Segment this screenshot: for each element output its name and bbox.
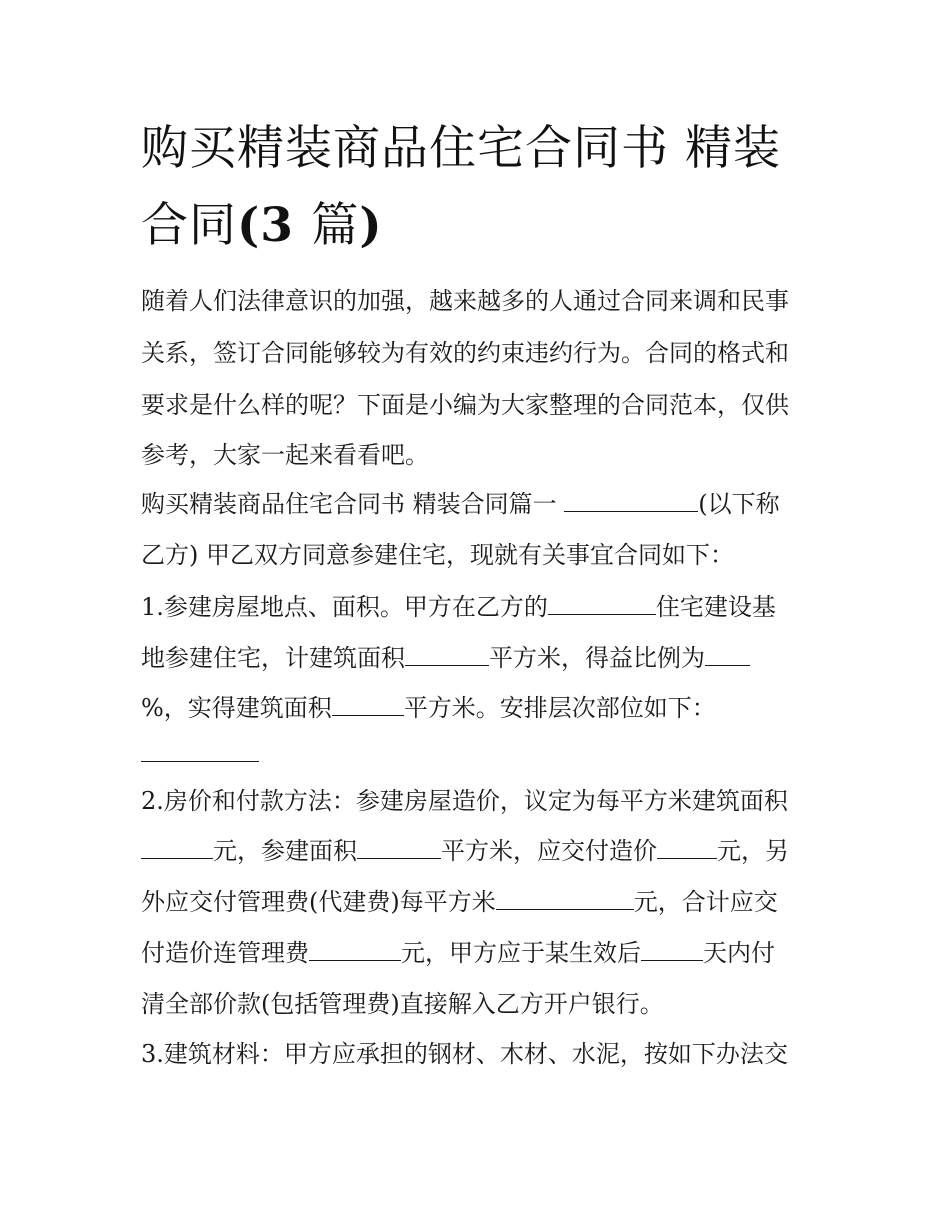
text-segment: 平方米，得益比例为: [489, 644, 705, 672]
fill-in-blank: [332, 695, 404, 716]
text-segment: 平方米，应交付造价: [441, 837, 657, 865]
text-segment: (以下称: [698, 490, 780, 518]
document-title: [141, 110, 821, 264]
text-segment: 天内付: [703, 939, 775, 967]
text-segment: 元，甲方应于某生效后: [401, 939, 641, 967]
fill-in-blank: [548, 594, 656, 615]
title-line-2: [141, 187, 821, 264]
text-segment: 购买精装商品住宅合同书 精装合同篇一: [141, 490, 565, 518]
text-segment: 地参建住宅，计建筑面积: [141, 644, 405, 672]
text-segment: 外应交付管理费(代建费)每平方米: [141, 888, 496, 916]
text-segment: 平方米。安排层次部位如下：: [403, 694, 716, 722]
fill-in-blank: [641, 940, 703, 961]
fill-in-blank: [141, 838, 213, 859]
title-part: 篇: [311, 198, 360, 253]
intro-line: 要求是什么样的呢？下面是小编为大家整理的合同范本，仅供: [141, 391, 789, 419]
text-segment: 付造价连管理费: [141, 939, 309, 967]
clause-line: [141, 643, 750, 673]
text-segment: 1.参建房屋地点、面积。甲方在乙方的: [141, 593, 548, 621]
clause-line: 2.房价和付款方法：参建房屋造价，议定为每平方米建筑面积: [141, 787, 788, 815]
text-segment: 元，合计应交: [633, 888, 778, 916]
title-part: 合同: [141, 198, 237, 253]
section-line: 乙方) 甲乙双方同意参建住宅，现就有关事宜合同如下：: [141, 541, 734, 569]
fill-in-blank: [564, 491, 698, 512]
intro-line: 随着人们法律意识的加强，越来越多的人通过合同来调和民事: [141, 287, 789, 315]
title-part: ): [359, 198, 383, 253]
text-segment: 元，参建面积: [213, 837, 357, 865]
intro-line: 参考，大家一起来看看吧。: [141, 441, 429, 469]
fill-in-blank: [309, 940, 401, 961]
title-part: (3: [237, 198, 312, 253]
clause-line: [141, 887, 778, 917]
fill-in-blank: [141, 760, 259, 762]
clause-line: [141, 836, 789, 866]
clause-line: [141, 938, 775, 968]
text-segment: 住宅建设基: [655, 593, 776, 621]
fill-in-blank: [657, 838, 717, 859]
clause-line: [141, 592, 776, 622]
title-line-1: 购买精装商品住宅合同书 精装: [141, 121, 781, 176]
fill-in-blank: [705, 645, 750, 666]
fill-in-blank: [405, 645, 489, 666]
intro-line: 关系，签订合同能够较为有效的约束违约行为。合同的格式和: [141, 339, 789, 367]
fill-in-blank: [496, 889, 634, 910]
fill-in-blank: [357, 838, 441, 859]
clause-line: 清全部价款(包括管理费)直接解入乙方开户银行。: [141, 990, 664, 1018]
clause-line: [141, 693, 716, 723]
text-segment: 元，另: [717, 837, 789, 865]
section-line: [141, 489, 780, 519]
clause-line: 3.建筑材料：甲方应承担的钢材、木材、水泥，按如下办法交: [141, 1040, 788, 1068]
text-segment: %，实得建筑面积: [141, 694, 332, 722]
